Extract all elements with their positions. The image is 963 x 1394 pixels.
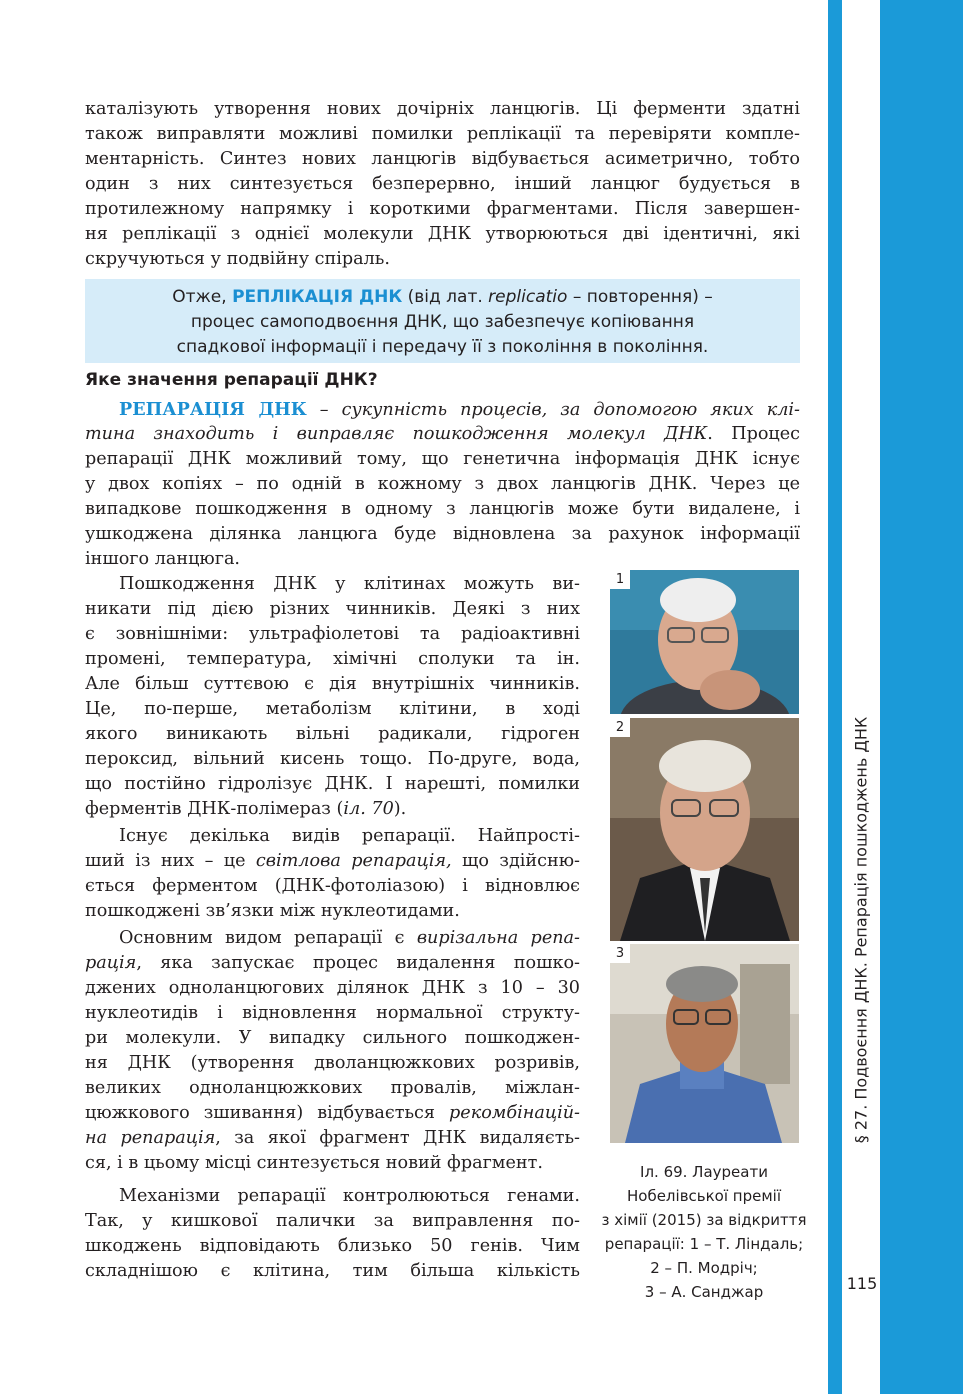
excision-text: Основним видом репарації є (119, 928, 417, 948)
text-line (85, 1126, 580, 1151)
page-number: 115 (846, 1274, 878, 1293)
definition-box (85, 279, 800, 363)
caption-line: з хімії (2015) за відкриття (601, 1211, 807, 1229)
caption-line: 3 – А. Санджар (644, 1283, 764, 1301)
text-line: Механізми репарації контролюються генами. (119, 1186, 580, 1206)
text-line: Але більш суттєвою є дія внутрішніх чинників. (85, 674, 580, 694)
text-line: пошкоджені зв’язки між нуклеотидами. (85, 901, 460, 921)
text-line (85, 422, 800, 447)
text-line: скручуються у подвійну спіраль. (85, 249, 390, 269)
section-heading: Яке значення репарації ДНК? (85, 370, 378, 390)
text-line: промені, температура, хімічні сполуки та ін. (85, 649, 580, 669)
text-line: пероксид, вільний кисень тощо. По-друге, вода, (85, 749, 580, 769)
excision-italic: на репарація (85, 1128, 216, 1148)
text-line: що постійно гідролізує ДНК. І нарешті, помилки (85, 774, 580, 794)
text-line: ня ДНК (утворення дволанцюжкових розривів, (85, 1053, 580, 1073)
portrait-image (610, 718, 799, 941)
side-stripe-thin (828, 0, 842, 1394)
text-line: один з них синтезується безперервно, інший ланцюг будується в (85, 174, 800, 194)
side-stripe-thick (880, 0, 963, 1394)
text-line (85, 397, 800, 422)
text-line: у двох копіях – по одній в кожному з двох ланцюгів ДНК. Через це (85, 474, 800, 494)
text-line: каталізують утворення нових дочірніх ланцюгів. Ці ферменти здатні (85, 99, 800, 119)
running-section-title: § 27. Подвоєння ДНК. Репарація пошкоджень ДНК (851, 716, 871, 1144)
photo-number: 2 (610, 718, 630, 737)
excision-italic: рекомбінацій- (449, 1103, 580, 1123)
text-line: ушкоджена ділянка ланцюга буде відновлена за рахунок інформації (85, 524, 800, 544)
portrait-image (610, 570, 799, 714)
laureate-photo-3 (610, 944, 799, 1143)
damage-text: ). (393, 799, 407, 819)
repair-italic: тина знаходить і виправляє пошкодження молекул ДНК (85, 424, 708, 444)
photo-number: 3 (610, 944, 630, 963)
portrait-image (610, 944, 799, 1143)
excision-italic: рація (85, 953, 137, 973)
text-line: випадкове пошкодження в одному з ланцюгів може бути видалене, і (85, 499, 800, 519)
text-line (85, 849, 580, 874)
text-line: ри молекули. У випадку сильного пошкоджен- (85, 1028, 580, 1048)
repair-text: . Процес (707, 424, 800, 444)
text-line: Це, по-перше, метаболізм клітини, в ході (85, 699, 580, 719)
text-line: складнішою є клітина, тим більша кількість (85, 1261, 580, 1281)
text-line (85, 1101, 580, 1126)
text-line: також виправляти можливі помилки реплікації та перевіряти компле- (85, 124, 800, 144)
types-text: ший із них – це (85, 851, 256, 871)
text-line: протилежному напрямку і короткими фрагментами. Після завершен- (85, 199, 800, 219)
definition-suffix: – повторення) – (567, 287, 713, 307)
definition-middle: (від лат. (402, 287, 489, 307)
text-line: шкоджень відповідають близько 50 генів. Чим (85, 1236, 580, 1256)
text-line (85, 926, 580, 951)
excision-text: цюжкового зшивання) відбувається (85, 1103, 450, 1123)
laureate-photo-1 (610, 570, 799, 714)
text-line: репарації ДНК можливий тому, що генетична інформація ДНК існує (85, 449, 800, 469)
text-line: ментарність. Синтез нових ланцюгів відбувається асиметрично, тобто (85, 149, 800, 169)
definition-term: РЕПЛІКАЦІЯ ДНК (232, 287, 403, 307)
caption-line: Іл. 69. Лауреати (640, 1163, 768, 1181)
text-line: є зовнішніми: ультрафіолетові та радіоактивні (85, 624, 580, 644)
caption-line: репарації: 1 – Т. Ліндаль; (604, 1235, 804, 1253)
text-line: ється ферментом (ДНК-фотоліазою) і відновлює (85, 876, 580, 896)
types-italic: світлова репарація, (255, 851, 452, 871)
excision-italic: вирізальна репа- (416, 928, 580, 948)
definition-line: процес самоподвоєння ДНК, що забезпечує копіювання (190, 312, 695, 332)
caption-line: 2 – П. Модріч; (650, 1259, 758, 1277)
photo-number: 1 (610, 570, 630, 589)
text-line: іншого ланцюга. (85, 549, 241, 569)
figure-caption (595, 1160, 813, 1304)
text-line: великих одноланцюжкових провалів, міжлан- (85, 1078, 580, 1098)
definition-line: спадкової інформації і передачу її з покоління в покоління. (176, 337, 709, 357)
laureate-photo-2 (610, 718, 799, 941)
text-line: Пошкодження ДНК у клітинах можуть ви- (119, 574, 580, 594)
damage-text: ферментів ДНК-полімераз ( (85, 799, 344, 819)
excision-text: , за якої фрагмент ДНК видаляєть- (215, 1128, 580, 1148)
text-line: нуклеотидів і відновлення нормальної структу- (85, 1003, 580, 1023)
figure-reference: іл. 70 (343, 799, 394, 819)
text-line: Існує декілька видів репарації. Найпрості- (119, 826, 580, 846)
definition-prefix: Отже, (172, 287, 233, 307)
text-line: джених одноланцюгових ділянок ДНК з 10 – 30 (85, 978, 580, 998)
text-line (85, 951, 580, 976)
text-line: никати під дією різних чинників. Деякі з них (85, 599, 580, 619)
repair-term: РЕПАРАЦІЯ ДНК (119, 399, 307, 420)
definition-latin: replicatio (488, 287, 568, 307)
text-line: ня реплікації з однієї молекули ДНК утворюються дві ідентичні, які (85, 224, 800, 244)
definition-line (85, 285, 800, 309)
text-line (85, 797, 580, 822)
types-text: що здійсню- (451, 851, 580, 871)
text-line: ся, і в цьому місці синтезується новий фрагмент. (85, 1153, 543, 1173)
repair-italic: – сукупність процесів, за допомогою яких клі- (306, 400, 800, 420)
text-line: якого виникають вільні радикали, гідроген (85, 724, 580, 744)
caption-line: Нобелівської премії (627, 1187, 781, 1205)
excision-text: , яка запускає процес видалення пошко- (136, 953, 580, 973)
text-line: Так, у кишкової палички за виправлення по- (85, 1211, 580, 1231)
